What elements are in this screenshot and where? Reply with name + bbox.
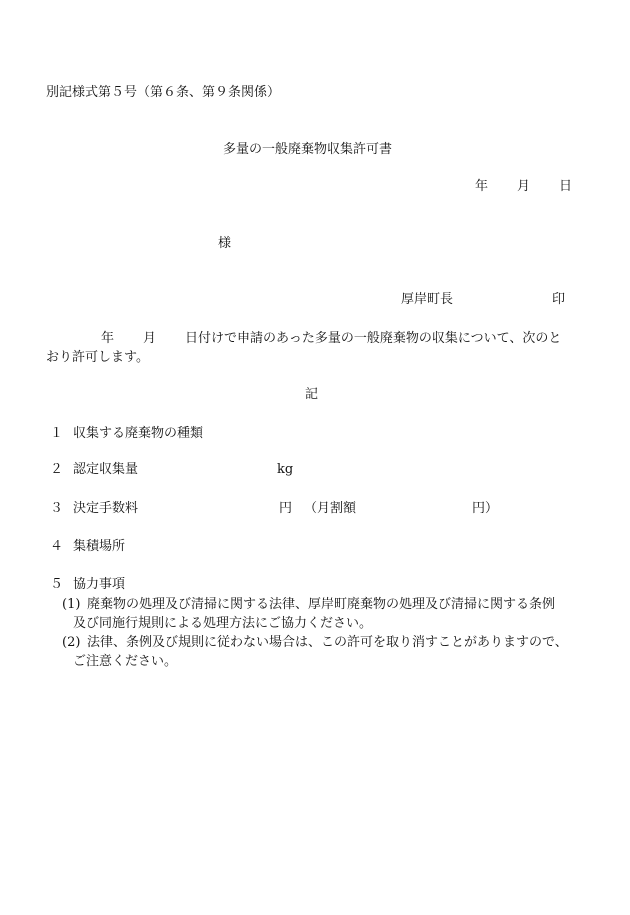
body-year: 年 (101, 331, 115, 346)
item-label: 認定収集量 (73, 462, 139, 477)
document-title: 多量の一般廃棄物収集許可書 (223, 142, 393, 157)
item-unit: kg (277, 462, 294, 477)
seal-mark: 印 (552, 292, 566, 307)
ki-heading: 記 (305, 387, 319, 402)
note-line2: 及び同施行規則による処理方法にご協力ください。 (73, 616, 373, 631)
item-unit: 円 (279, 501, 293, 516)
note-number: (2) (62, 635, 81, 650)
date-year: 年 (475, 179, 489, 194)
monthly-amount-open: （月割額 (304, 501, 357, 516)
addressee-suffix: 様 (218, 236, 232, 251)
note-line1: 廃棄物の処理及び清掃に関する法律、厚岸町廃棄物の処理及び清掃に関する条例 (87, 597, 556, 612)
item-number: １ (50, 426, 64, 441)
issuer-name: 厚岸町長 (401, 292, 454, 307)
note-number: (1) (62, 597, 81, 612)
form-number: 別記様式第５号（第６条、第９条関係） (46, 85, 281, 100)
item-number: ２ (50, 462, 64, 477)
body-month: 月 (143, 331, 157, 346)
item-label: 集積場所 (73, 539, 126, 554)
monthly-amount-close: 円） (472, 501, 499, 516)
date-month: 月 (517, 179, 531, 194)
item-number: ４ (50, 539, 64, 554)
note-line1: 法律、条例及び規則に従わない場合は、この許可を取り消すことがありますので、 (87, 635, 568, 650)
item-label: 協力事項 (73, 577, 126, 592)
body-line1: 日付けで申請のあった多量の一般廃棄物の収集について、次のと (185, 331, 562, 346)
item-label: 決定手数料 (73, 501, 139, 516)
item-number: ３ (50, 501, 64, 516)
date-day: 日 (559, 179, 573, 194)
body-line2: おり許可します。 (46, 350, 149, 365)
item-label: 収集する廃棄物の種類 (73, 426, 204, 441)
note-line2: ご注意ください。 (73, 654, 178, 669)
item-number: ５ (50, 577, 64, 592)
